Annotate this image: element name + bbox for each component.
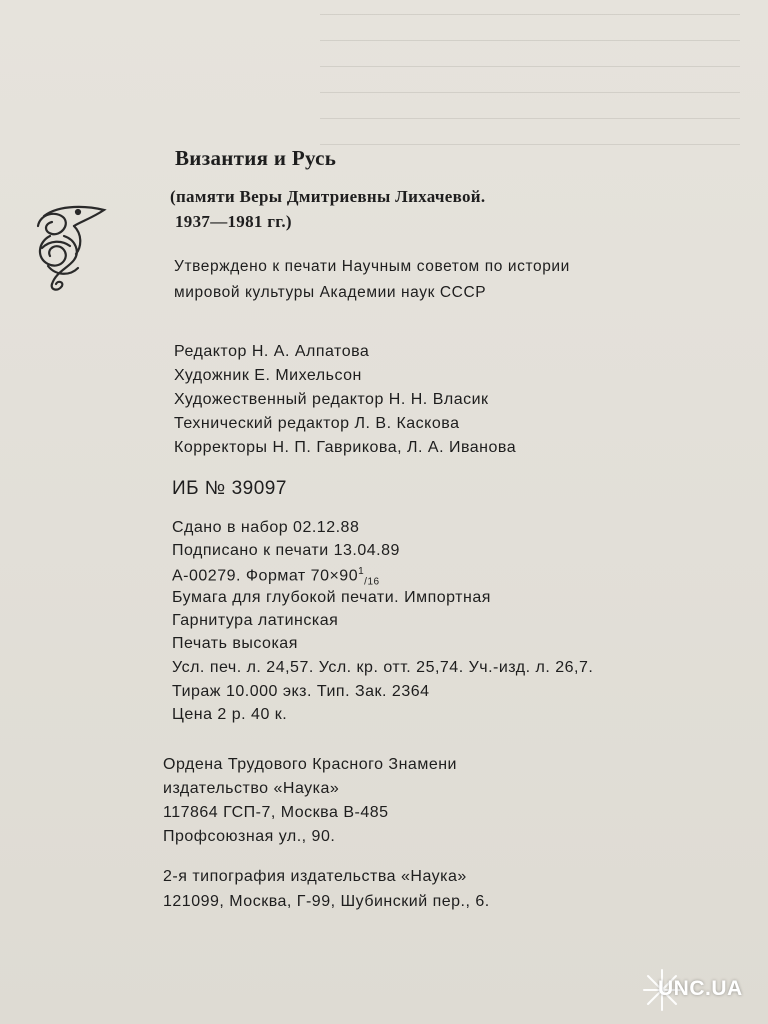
publisher-line-2: издательство «Наука» — [163, 780, 340, 797]
dedication-dates: 1937—1981 гг.) — [175, 212, 292, 231]
publisher-line-4: Профсоюзная ул., 90. — [163, 828, 336, 845]
spec-format — [172, 566, 380, 588]
credit-art-editor: Художественный редактор Н. Н. Власик — [174, 391, 489, 408]
spec-run: Тираж 10.000 экз. Тип. Зак. 2364 — [172, 683, 430, 700]
spec-printing: Печать высокая — [172, 635, 298, 652]
spec-signed: Подписано к печати 13.04.89 — [172, 542, 400, 559]
approval-line-2: мировой культуры Академии наук СССР — [174, 284, 487, 301]
spec-typeset: Сдано в набор 02.12.88 — [172, 519, 360, 536]
credit-editor: Редактор Н. А. Алпатова — [174, 343, 370, 360]
spec-format-text: А-00279. Формат 70×90 — [172, 567, 359, 585]
printer-line-2: 121099, Москва, Г-99, Шубинский пер., 6. — [163, 893, 490, 910]
spec-format-sup: 1 — [358, 566, 365, 577]
approval-line-1: Утверждено к печати Научным советом по истории — [174, 258, 570, 275]
dedication: (памяти Веры Дмитриевны Лихачевой. — [170, 187, 486, 206]
spec-typeface: Гарнитура латинская — [172, 612, 339, 629]
credit-tech-editor: Технический редактор Л. В. Каскова — [174, 415, 460, 432]
printer-line-1: 2-я типография издательства «Наука» — [163, 868, 467, 885]
spec-price: Цена 2 р. 40 к. — [172, 706, 288, 723]
watermark-text: UNC.UA — [658, 977, 743, 1000]
credit-artist: Художник Е. Михельсон — [174, 367, 362, 384]
celtic-knot-icon — [30, 196, 110, 296]
spec-format-sub: /16 — [364, 576, 380, 588]
ib-number: ИБ № 39097 — [172, 478, 287, 499]
watermark — [642, 960, 754, 1020]
publisher-line-1: Ордена Трудового Красного Знамени — [163, 756, 457, 773]
publisher-line-3: 117864 ГСП-7, Москва В-485 — [163, 804, 389, 821]
spec-sheets: Усл. печ. л. 24,57. Усл. кр. отт. 25,74. Уч.-изд. л. 26,7. — [172, 659, 594, 676]
show-through-text — [320, 0, 740, 150]
book-title: Византия и Русь — [175, 146, 337, 170]
spec-paper: Бумага для глубокой печати. Импортная — [172, 589, 491, 606]
credit-proofreaders: Корректоры Н. П. Гаврикова, Л. А. Иванова — [174, 439, 517, 456]
